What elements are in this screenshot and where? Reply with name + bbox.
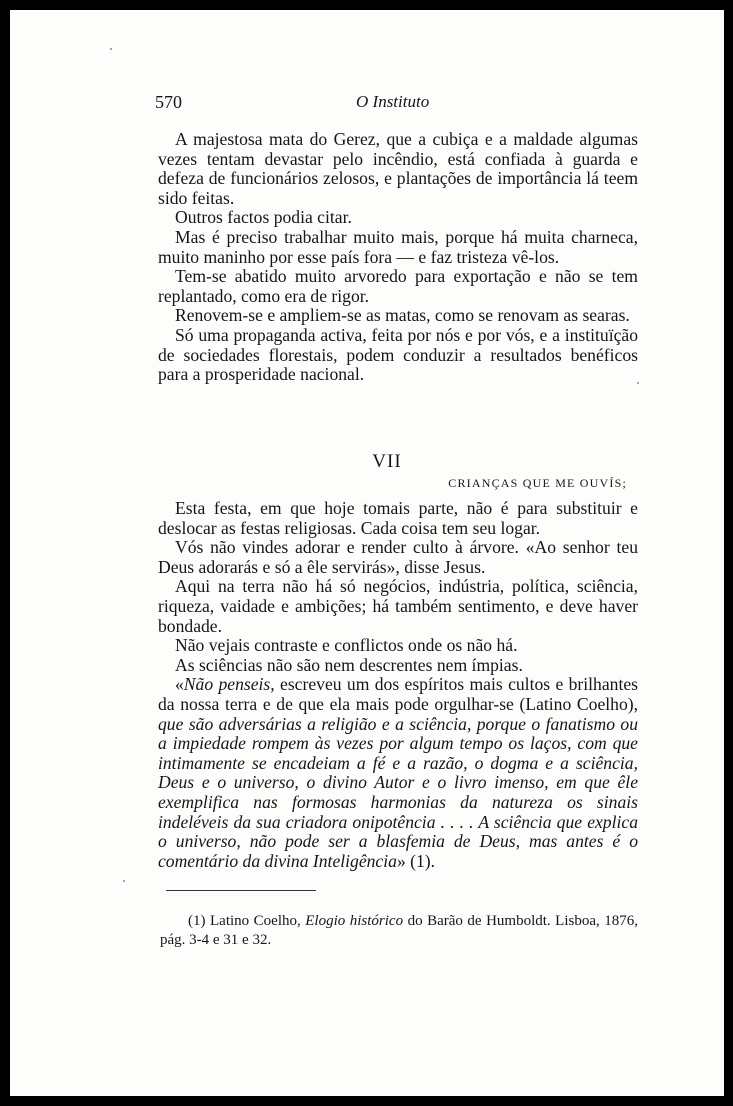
paragraph: Esta festa, em que hoje tomais parte, não é para substituir e deslocar as festas religiosas. Cada coisa tem seu logar. [158, 498, 638, 538]
running-header [155, 92, 655, 116]
paragraph: Só uma propaganda activa, feita por nós e por vós, e a instituïção de sociedades florestais, podem conduzir a resultados benéficos para a prosperidade nacional. [158, 324, 638, 385]
section-text-1 [158, 130, 638, 385]
footnote [160, 912, 638, 950]
paragraph: Vós não vindes adorar e render culto à árvore. «Ao senhor teu Deus adorarás e só a êle servirás», disse Jesus. [158, 537, 638, 577]
paragraph: Renovem-se e ampliem-se as matas, como se renovam as searas. [175, 305, 630, 326]
quote-paragraph [158, 675, 638, 871]
footnote-rule [166, 890, 316, 891]
paragraph: A majestosa mata do Gerez, que a cubiça e a maldade algumas vezes tentam devastar pelo incêndio, está confiada à guarda e defeza de funcionários zelosos, e plantações de importância lá teem sido feitas. [158, 129, 638, 208]
chapter-epigraph: CRIANÇAS QUE ME OUVÍS; [448, 476, 627, 490]
paper-speck [110, 48, 112, 50]
quote-open: « [175, 674, 184, 695]
chapter-number: VII [372, 451, 402, 472]
section-text-2 [158, 499, 638, 871]
paragraph: Mas é preciso trabalhar muito mais, porque há muita charneca, muito maninho por esse país fora — e faz tristeza vê-los. [158, 226, 638, 267]
paragraph: Não vejais contraste e conflictos onde os não há. [175, 635, 518, 656]
paragraph: As sciências não são nem descrentes nem ímpias. [175, 654, 523, 675]
running-title: O Instituto [356, 92, 430, 111]
footnote-author: Latino Coelho, [205, 913, 306, 929]
paragraph: Tem-se abatido muito arvoredo para exportação e não se tem replantado, como era de rigor. [158, 266, 638, 306]
book-page [10, 10, 724, 1096]
quote-close: » (1). [396, 850, 436, 871]
paper-speck [123, 880, 125, 882]
footnote-marker: (1) [188, 913, 206, 929]
quote-attribution: escreveu um dos espíritos mais cultos e brilhantes da nossa terra e de que ela mais pode orgulhar-se (Latino Coelho), [158, 674, 638, 714]
quote-text: que são adversárias a religião e a sciência, porque o fanatismo ou a impiedade rompem às vezes por algum tempo os laços, com que intimamente se encadeiam a fé e a razão, o dogma e a sciência, Deus e o universo, o divino Autor e o livro imenso, em que êle exemplifica nas formosas harmonias da natureza os sinais indeléveis da sua criadora onipotência . . . . A sciência que explica o universo, não pode ser a blasfemia de Deus, mas antes é o comentário da divina Inteligência [158, 713, 638, 871]
paragraph: Aqui na terra não há só negócios, indústria, política, sciência, riqueza, vaidade e ambições; há também sentimento, e deve haver bondade. [158, 576, 638, 636]
footnote-rest: do Barão de Humboldt. Lisboa, 1876, pág. 3-4 e 31 e 32. [160, 913, 638, 948]
quote-lead: Não penseis, [183, 674, 275, 695]
paper-speck [637, 382, 639, 384]
page-number: 570 [155, 92, 182, 112]
paragraph: Outros factos podia citar. [175, 207, 352, 228]
footnote-work: Elogio histórico [305, 913, 404, 929]
